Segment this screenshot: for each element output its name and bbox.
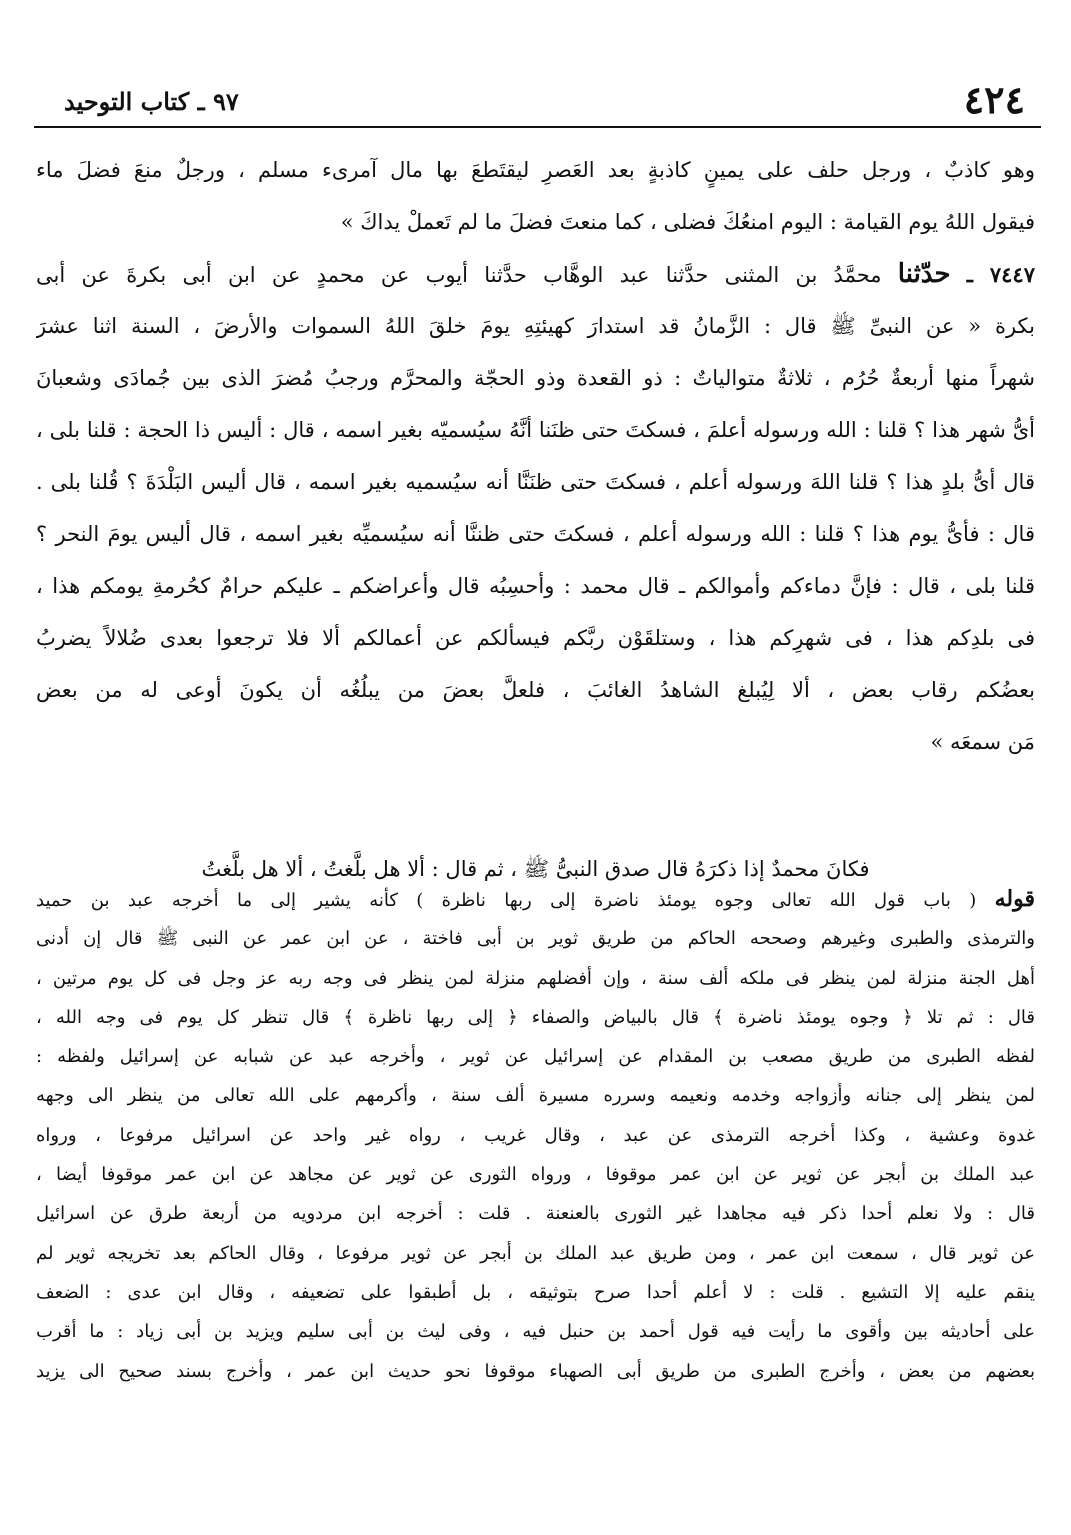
commentary-text: [36, 880, 1035, 1391]
running-title: ٩٧ ـ كتاب التوحيد: [64, 87, 239, 116]
text-line: بعضُكم رقاب بعض ، ألا لِيُبلغ الشاهدُ الغائبَ ، فلعلَّ بعضَ من يبلُغُه أن يكونَ أوعى له من بعض: [36, 678, 1035, 702]
commentary-line: أهل الجنة منزلة لمن ينظر فى ملكه ألف سنة ، وإن أفضلهم منزلة لمن ينظر فى وجه ربه عز وجل فى كل يوم مرتين ،: [36, 967, 1035, 989]
commentary-line: عن ثوير قال ، سمعت ابن عمر ، ومن طريق عبد الملك بن أبجر عن ثوير مرفوعا ، وقال الحاكم بعد تخريجه ثوير لم: [36, 1242, 1035, 1264]
text-line: فى بلدِكم هذا ، فى شهرِكم هذا ، وستلقَوْن ربَّكم فيسألكم عن أعمالكم ألا فلا ترجعوا بعدى ضُلالاً يضربُ: [36, 626, 1035, 650]
commentary-line: ينقم عليه إلا التشيع . قلت : لا أعلم أحدا صرح بتوثيقه ، بل أطبقوا على تضعيفه ، وقال ابن عدى : الضعف: [36, 1281, 1035, 1303]
hadith-heading-line: [36, 248, 1035, 300]
commentary-line: لمن ينظر إلى جنانه وأزواجه وخدمه ونعيمه وسرره مسيرة ألف سنة ، وأكرمهم على الله تعالى من ينظر الى وجهه: [36, 1085, 1035, 1107]
page-header: [34, 78, 1037, 128]
page-number: ٤٢٤: [963, 77, 1025, 122]
commentary-heading-line: [36, 880, 1035, 919]
commentary-line: قال : ولا نعلم أحدا ذكر فيه مجاهدا غير الثورى بالعنعنة . قلت : أخرجه ابن مردويه من أربعة طرق عن اسرائيل: [36, 1203, 1035, 1225]
commentary-line: والترمذى والطبرى وغيرهم وصححه الحاكم من طريق ثوير بن أبى فاختة ، عن ابن عمر عن النبى ﷺ قال إن أدنى: [36, 928, 1035, 950]
haddathana-word: حدّثنا: [897, 259, 951, 289]
text-line: بكرة « عن النبىِّ ﷺ قال : الزَّمانُ قد استدارَ كهيئتِهِ يومَ خلقَ اللهُ السموات والأرضَ ، السنة اثنا عشرَ: [36, 314, 1035, 338]
hadith-number: ٧٤٤٧ ـ: [966, 262, 1035, 287]
text-line: فيقول اللهُ يوم القيامة : اليوم امنعُكَ فضلى ، كما منعتَ فضلَ ما لم تَعملْ يداكَ »: [340, 210, 1035, 234]
text-line: قال أىُّ بلدٍ هذا ؟ قلنا اللهَ ورسوله أعلم ، فسكتَ حتى ظنَنَّا أنه سيُسميه بغير اسمه ، قال أليس البَلْدَةَ ؟ قُلنا بلى .: [36, 470, 1035, 494]
text-line: شهراً منها أربعةٌ حُرُم ، ثلاثةٌ متوالياتٌ : ذو القعدة وذو الحجّة والمحرَّم ورجبُ مُضرَ الذى بين جُمادَى وشعبانَ: [36, 366, 1035, 390]
commentary-line: بعضهم من بعض ، وأخرج الطبرى من طريق أبى الصهباء موقوفا نحو حديث ابن عمر ، وأخرج بسند صحيح الى يزيد: [36, 1360, 1035, 1382]
commentary-line: قال : ثم تلا ﴿ وجوه يومئذ ناضرة ﴾ قال بالبياض والصفاء ﴿ إلى ربها ناظرة ﴾ قال تنظر كل يوم فى وجه الله ،: [36, 1006, 1035, 1028]
closing-line: فكانَ محمدٌ إذا ذكرَهُ قال صدق النبىُّ ﷺ ، ثم قال : ألا هل بلَّغتُ ، ألا هل بلَّغتُ: [201, 857, 870, 881]
qawluh-word: قوله: [994, 886, 1035, 912]
commentary-line: لفظه الطبرى من طريق مصعب بن المقدام عن إسرائيل عن ثوير ، وأخرجه عبد عن شبابه عن إسرائيل ولفظه :: [36, 1046, 1035, 1068]
text-line: مَن سمعَه »: [930, 730, 1035, 754]
commentary-text-run: ( باب قول الله تعالى وجوه يومئذ ناضرة إلى ربها ناظرة ) كأنه يشير إلى ما أخرجه عبد بن حميد: [36, 890, 977, 911]
header-divider: [34, 126, 1041, 128]
commentary-line: على أحاديثه بين وأقوى ما رأيت فيه قول أحمد بن حنبل فيه ، وفى ليث بن أبى سليم ويزيد بن أبى زياد : ما أقرب: [36, 1321, 1035, 1343]
text-line: قال : فأىُّ يوم هذا ؟ قلنا : الله ورسوله أعلم ، فسكتَ حتى ظننَّا أنه سيُسميِّه بغير اسمه ، قال أليس يومَ النحر ؟: [36, 522, 1035, 546]
text-line: قلنا بلى ، قال : فإنَّ دماءكم وأموالكم ـ قال محمد : وأحسِبُه قال وأعراضكم ـ عليكم حرامٌ كحُرمةِ يومكم هذا ،: [36, 574, 1035, 598]
commentary-line: عبد الملك بن أبجر عن ثوير عن ابن عمر موقوفا ، ورواه الثورى عن ثوير عن مجاهد عن ابن عمر موقوفا أيضا ،: [36, 1164, 1035, 1186]
isnad-text: محمَّدُ بن المثنى حدَّثنا عبد الوهَّاب حدَّثنا أيوب عن محمدٍ عن ابن أبى بكرةَ عن أبى: [36, 263, 882, 287]
text-line: أىُّ شهر هذا ؟ قلنا : الله ورسوله أعلمَ ، فسكتَ حتى ظنَنا أنَّهُ سيُسميّه بغير اسمه ، قال : أليس ذا الحجة : قلنا بلى ،: [36, 418, 1035, 442]
hadith-text: [36, 144, 1035, 768]
commentary-line: غدوة وعشية ، وكذا أخرجه الترمذى عن عبد ، وقال غريب ، رواه غير واحد عن اسرائيل مرفوعا ، ورواه: [36, 1124, 1035, 1146]
text-line: وهو كاذبٌ ، ورجل حلف على يمينٍ كاذبةٍ بعد العَصرِ ليقتَطعَ بها مال آمرىء مسلم ، ورجلٌ منعَ فضلَ ماء: [36, 158, 1035, 182]
